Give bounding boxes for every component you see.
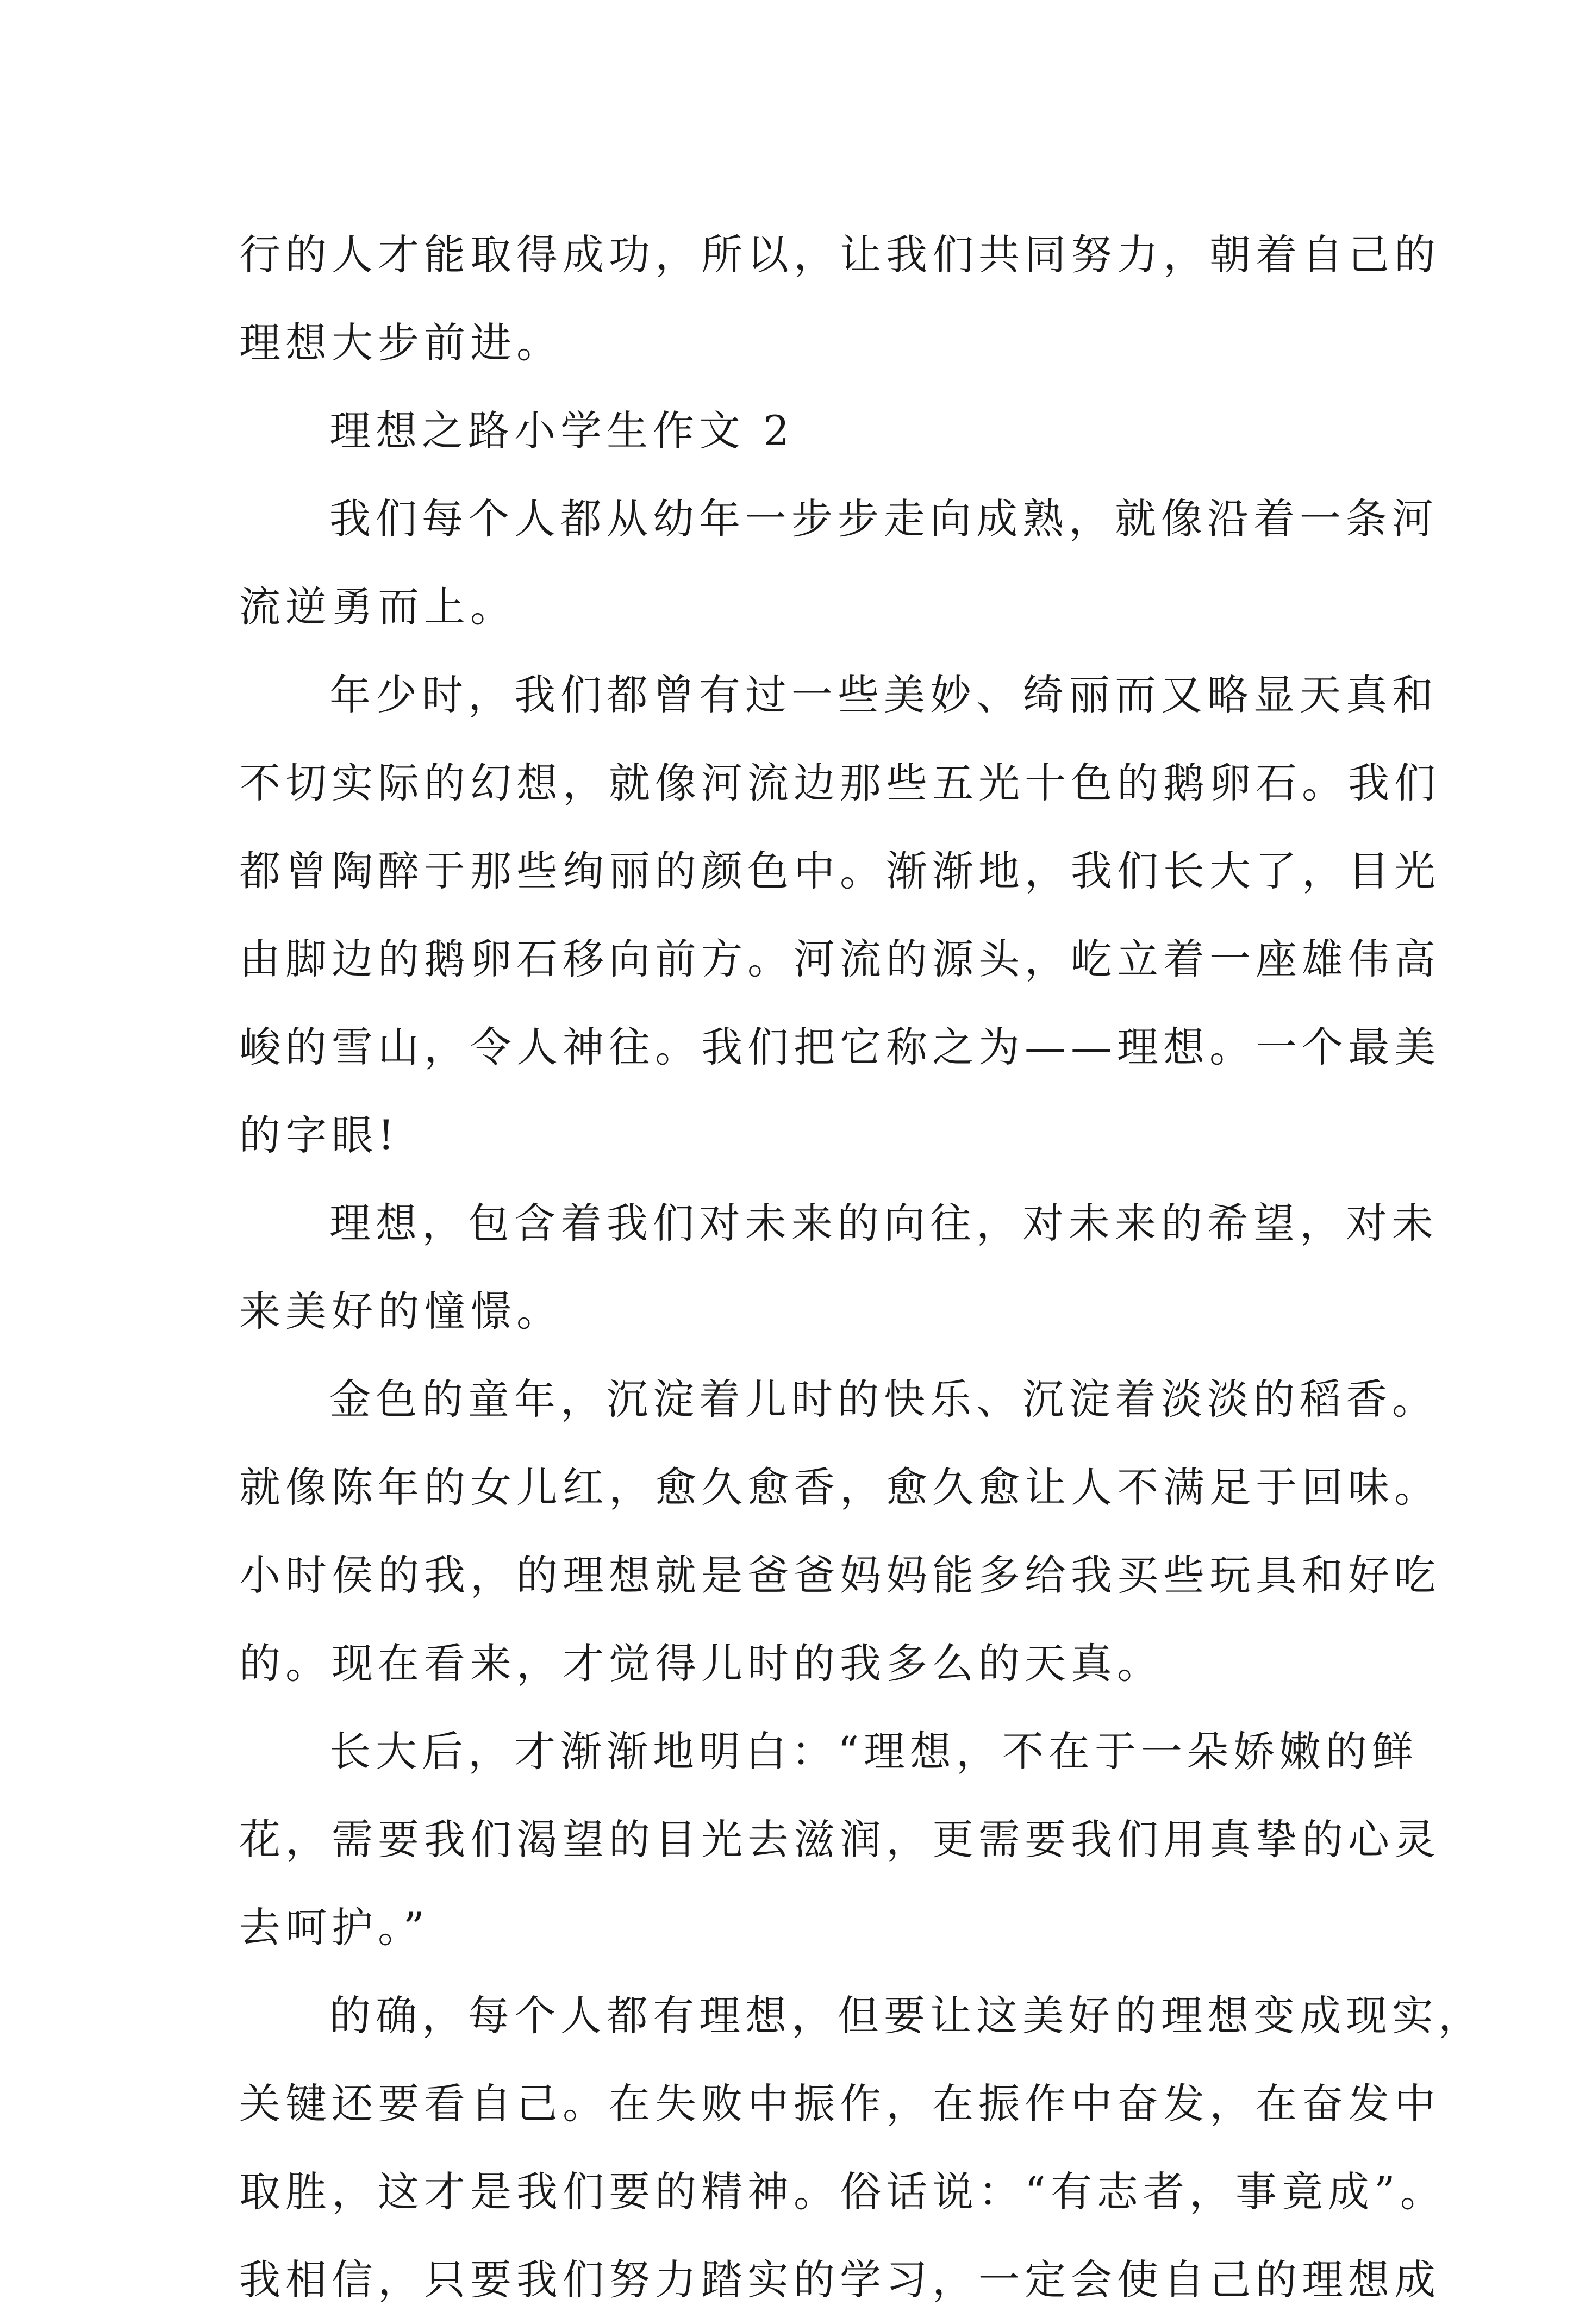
- text-line: 年少时，我们都曾有过一些美妙、绮丽而又略显天真和: [329, 671, 1438, 719]
- section-heading: 理想之路小学生作文 2: [329, 407, 795, 455]
- text-line: 关键还要看自己。在失败中振作，在振作中奋发，在奋发中: [239, 2079, 1440, 2128]
- text-line: 我们每个人都从幼年一步步走向成熟，就像沿着一条河: [329, 495, 1438, 543]
- text-line: 来美好的憧憬。: [239, 1287, 563, 1335]
- text-line: 的确，每个人都有理想，但要让这美好的理想变成现实，: [329, 1991, 1484, 2040]
- text-line: 我相信，只要我们努力踏实的学习，一定会使自己的理想成: [239, 2256, 1440, 2304]
- text-line: 取胜，这才是我们要的精神。俗话说：“有志者，事竟成”。: [239, 2167, 1446, 2216]
- text-line: 小时侯的我，的理想就是爸爸妈妈能多给我买些玩具和好吃: [239, 1551, 1440, 1600]
- essay-body: [239, 211, 1484, 2324]
- text-line: 由脚边的鹅卵石移向前方。河流的源头，屹立着一座雄伟高: [239, 935, 1440, 983]
- text-line: 去呵护。”: [239, 1903, 429, 1952]
- text-line: 理想大步前进。: [239, 318, 563, 367]
- text-line: 流逆勇而上。: [239, 583, 516, 631]
- text-line: 理想，包含着我们对未来的向往，对未来的希望，对未: [329, 1199, 1438, 1247]
- text-line: 就像陈年的女儿红，愈久愈香，愈久愈让人不满足于回味。: [239, 1463, 1440, 1511]
- text-line: 不切实际的幻想，就像河流边那些五光十色的鹅卵石。我们: [239, 759, 1440, 807]
- text-line: 的。现在看来，才觉得儿时的我多么的天真。: [239, 1639, 1163, 1688]
- text-line: 都曾陶醉于那些绚丽的颜色中。渐渐地，我们长大了，目光: [239, 847, 1440, 895]
- text-line: 的字眼!: [239, 1111, 400, 1159]
- text-line: 花，需要我们渴望的目光去滋润，更需要我们用真挚的心灵: [239, 1815, 1440, 1864]
- text-line: 峻的雪山，令人神往。我们把它称之为——理想。一个最美: [239, 1023, 1440, 1071]
- text-line: 行的人才能取得成功，所以，让我们共同努力，朝着自己的: [239, 230, 1440, 279]
- text-line: 长大后，才渐渐地明白：“理想，不在于一朵娇嫩的鲜: [329, 1727, 1418, 1776]
- text-line: 金色的童年，沉淀着儿时的快乐、沉淀着淡淡的稻香。: [329, 1375, 1438, 1423]
